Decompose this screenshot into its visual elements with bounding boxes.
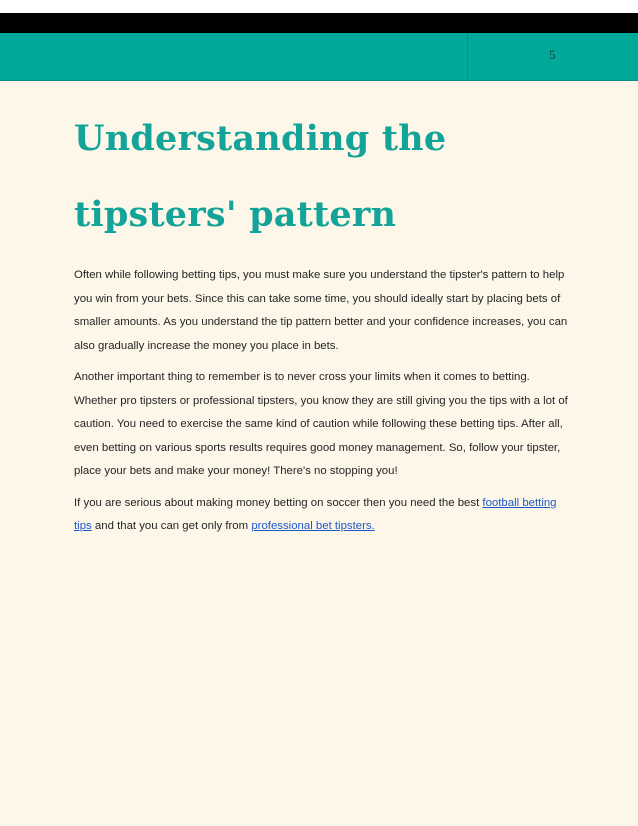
article-body [74, 264, 574, 547]
football-betting-tips-link[interactable]: football betting tips [74, 496, 557, 532]
header-divider [467, 33, 468, 81]
page-header-band [0, 33, 638, 81]
closing-text-middle: and that you can get only from [91, 520, 252, 532]
professional-bet-tipsters-link[interactable]: professional bet tipsters. [251, 520, 375, 532]
page-number: 5 [549, 47, 556, 62]
closing-paragraph [74, 492, 574, 539]
closing-text-start: If you are serious about making money betting on soccer then you need the best [74, 496, 483, 509]
viewer-top-bar [0, 13, 638, 33]
paragraph: Another important thing to remember is to never cross your limits when it comes to betting. Whether pro tipsters or professional tipsters, you know they are still giving you the tips with a lot of caution. You need to exercise the same kind of caution while following these betting tips. After all, even betting on various sports results requires good money management. So, follow your tipster, place your bets and make your money! There's no stopping you! [74, 371, 568, 477]
document-page [0, 33, 638, 826]
top-margin [0, 0, 638, 13]
page-title: Understanding the tipsters' pattern [74, 118, 447, 235]
paragraph: Often while following betting tips, you must make sure you understand the tipster's pattern to help you win from your bets. Since this can take some time, you should ideally start by placing bets of smaller amounts. As you understand the tip pattern better and your confidence increases, you can also gradually increase the money you place in bets. [74, 269, 568, 352]
